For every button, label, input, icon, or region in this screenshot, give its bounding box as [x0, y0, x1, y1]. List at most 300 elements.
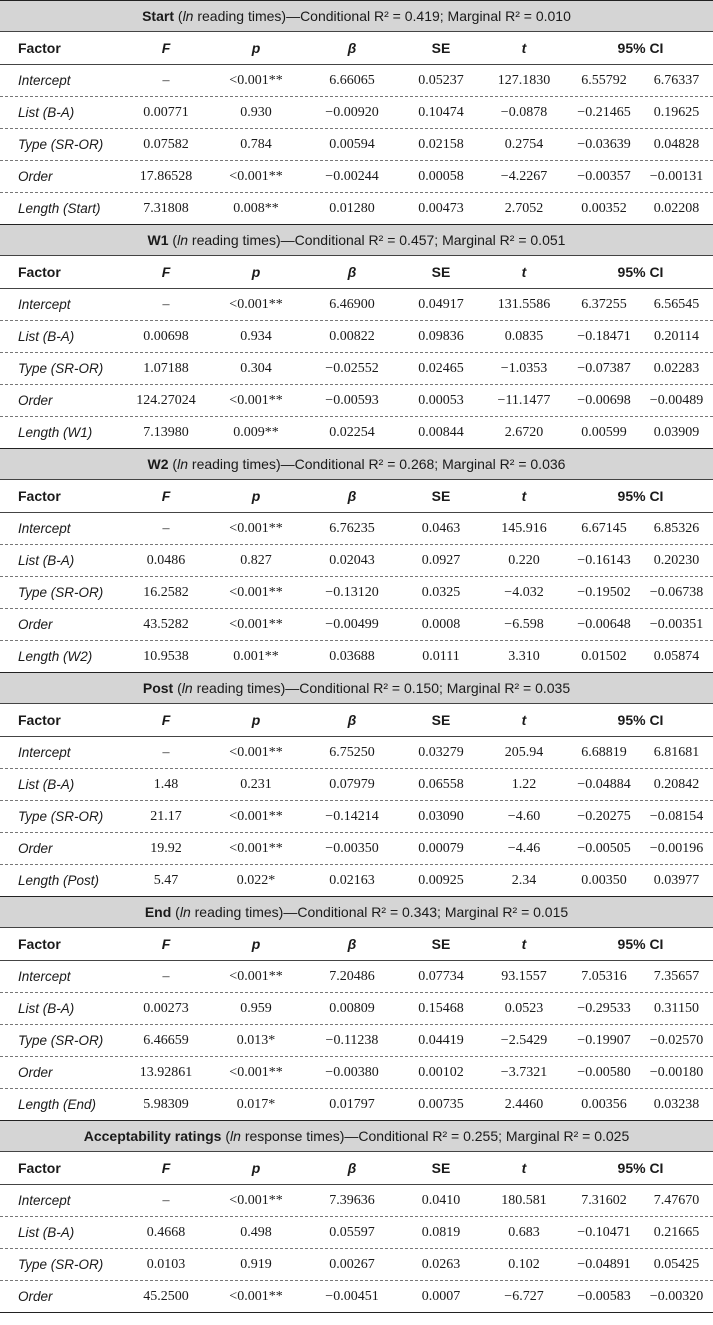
value-cell: −0.03639 — [577, 136, 631, 152]
value-cell: 2.6720 — [504, 424, 544, 440]
value-cell: 0.07582 — [143, 136, 189, 152]
value-cell: 145.916 — [501, 520, 547, 536]
value-cell: 0.31150 — [654, 1000, 699, 1016]
section-measure: reading times) — [191, 456, 281, 472]
section-transform: ln — [181, 680, 193, 696]
value-cell: 0.03090 — [418, 808, 464, 824]
table-bottom-rule — [0, 1312, 713, 1313]
column-header-row — [0, 256, 713, 289]
factor-cell: Length (W1) — [18, 425, 93, 440]
value-cell: 0.00356 — [581, 1096, 627, 1112]
factor-cell: Length (W2) — [18, 649, 93, 664]
factor-cell: List (B-A) — [18, 1001, 75, 1016]
value-cell: 0.02465 — [418, 360, 464, 376]
column-header-f: F — [161, 40, 171, 56]
table-row — [0, 609, 713, 641]
value-cell: 0.00350 — [581, 872, 627, 888]
factor-cell: Type (SR-OR) — [18, 1257, 104, 1272]
value-cell: 0.20114 — [654, 328, 699, 344]
value-cell: – — [162, 72, 170, 88]
section-name: End — [144, 904, 172, 920]
value-cell: −0.00593 — [325, 392, 379, 408]
value-cell: 0.0007 — [421, 1288, 461, 1304]
value-cell: 0.009** — [233, 424, 279, 440]
value-cell: 0.0819 — [421, 1224, 461, 1240]
value-cell: 0.01797 — [329, 1096, 375, 1112]
value-cell: 7.20486 — [329, 968, 375, 984]
factor-cell: Order — [18, 1065, 53, 1080]
value-cell: 7.47670 — [653, 1192, 700, 1208]
value-cell: 21.17 — [150, 808, 182, 824]
value-cell: 0.102 — [508, 1256, 540, 1272]
table-section — [0, 896, 713, 1120]
value-cell: 6.56545 — [653, 296, 700, 312]
value-cell: <0.001** — [229, 1064, 283, 1080]
value-cell: 0.06558 — [418, 776, 464, 792]
value-cell: 0.013* — [236, 1032, 276, 1048]
value-cell: 6.81681 — [653, 744, 700, 760]
value-cell: <0.001** — [229, 72, 283, 88]
column-header-t: t — [521, 936, 527, 952]
factor-cell: Intercept — [18, 73, 71, 88]
value-cell: 0.02158 — [418, 136, 464, 152]
value-cell: −0.00320 — [649, 1288, 704, 1304]
column-header-ci: 95% CI — [617, 264, 664, 280]
section-stats: —Conditional R² = 0.268; Marginal R² = 0.036 — [280, 456, 566, 472]
value-cell: 0.0103 — [146, 1256, 186, 1272]
table-row — [0, 417, 713, 448]
column-header-f: F — [161, 1160, 171, 1176]
value-cell: 0.19625 — [653, 104, 700, 120]
value-cell: – — [162, 744, 170, 760]
value-cell: 0.00102 — [418, 1064, 464, 1080]
value-cell: <0.001** — [229, 584, 283, 600]
section-title: W2 (ln reading times)—Conditional R² = 0.268; Marginal R² = 0.036 — [0, 449, 713, 480]
value-cell: 0.05874 — [653, 648, 700, 664]
table-row — [0, 321, 713, 353]
value-cell: 0.00771 — [143, 104, 189, 120]
column-header-p: p — [251, 1160, 261, 1176]
column-header-t: t — [521, 488, 527, 504]
value-cell: −11.1477 — [497, 392, 551, 408]
table-row — [0, 737, 713, 769]
value-cell: 0.0325 — [421, 584, 461, 600]
section-measure: reading times) — [196, 680, 286, 696]
section-stats: —Conditional R² = 0.457; Marginal R² = 0.051 — [280, 232, 566, 248]
value-cell: 0.02043 — [329, 552, 375, 568]
value-cell: 0.959 — [240, 1000, 272, 1016]
value-cell: 0.00844 — [418, 424, 464, 440]
value-cell: 0.00267 — [329, 1256, 375, 1272]
value-cell: 45.2500 — [143, 1288, 189, 1304]
section-title: End (ln reading times)—Conditional R² = 0.343; Marginal R² = 0.015 — [0, 897, 713, 928]
table-row — [0, 1281, 713, 1312]
column-header-factor: Factor — [18, 40, 61, 56]
value-cell: 0.05597 — [329, 1224, 375, 1240]
section-measure: reading times) — [191, 232, 281, 248]
value-cell: 10.9538 — [143, 648, 189, 664]
table-section — [0, 1120, 713, 1312]
column-header-ci: 95% CI — [617, 488, 664, 504]
value-cell: 0.0410 — [421, 1192, 461, 1208]
value-cell: 93.1557 — [501, 968, 547, 984]
value-cell: 6.75250 — [329, 744, 375, 760]
value-cell: −0.14214 — [325, 808, 379, 824]
value-cell: 2.4460 — [504, 1096, 544, 1112]
column-header-p: p — [251, 712, 261, 728]
column-header-beta: β — [347, 488, 357, 504]
column-header-factor: Factor — [18, 264, 61, 280]
value-cell: 7.39636 — [329, 1192, 375, 1208]
value-cell: 6.76235 — [329, 520, 375, 536]
value-cell: −0.00380 — [325, 1064, 379, 1080]
value-cell: −0.04891 — [577, 1256, 631, 1272]
value-cell: −0.18471 — [577, 328, 631, 344]
value-cell: 131.5586 — [497, 296, 551, 312]
section-transform: ln — [177, 456, 189, 472]
column-header-p: p — [251, 40, 261, 56]
value-cell: 0.008** — [233, 200, 279, 216]
section-stats: —Conditional R² = 0.150; Marginal R² = 0.035 — [285, 680, 571, 696]
column-header-row — [0, 1152, 713, 1185]
value-cell: 180.581 — [501, 1192, 547, 1208]
value-cell: 0.683 — [508, 1224, 540, 1240]
value-cell: 0.02254 — [329, 424, 375, 440]
value-cell: −0.21465 — [577, 104, 631, 120]
value-cell: −0.20275 — [577, 808, 631, 824]
value-cell: <0.001** — [229, 808, 283, 824]
value-cell: 0.09836 — [418, 328, 464, 344]
value-cell: <0.001** — [229, 616, 283, 632]
value-cell: 0.022* — [236, 872, 276, 888]
column-header-t: t — [521, 40, 527, 56]
value-cell: −0.00920 — [325, 104, 379, 120]
value-cell: 0.919 — [240, 1256, 272, 1272]
column-header-se: SE — [431, 712, 451, 728]
value-cell: −0.00451 — [325, 1288, 379, 1304]
value-cell: −0.0878 — [500, 104, 548, 120]
column-header-ci: 95% CI — [617, 712, 664, 728]
factor-cell: Order — [18, 617, 53, 632]
value-cell: −0.16143 — [577, 552, 631, 568]
column-header-f: F — [161, 936, 171, 952]
value-cell: −3.7321 — [500, 1064, 548, 1080]
table-row — [0, 545, 713, 577]
value-cell: 0.03279 — [418, 744, 464, 760]
column-header-beta: β — [347, 712, 357, 728]
table-row — [0, 353, 713, 385]
column-header-row — [0, 928, 713, 961]
value-cell: 0.0463 — [421, 520, 461, 536]
table-row — [0, 129, 713, 161]
section-stats: —Conditional R² = 0.343; Marginal R² = 0.015 — [283, 904, 569, 920]
table-row — [0, 865, 713, 896]
value-cell: 6.46659 — [143, 1032, 189, 1048]
section-name: Acceptability ratings — [83, 1128, 222, 1144]
value-cell: 0.0486 — [146, 552, 186, 568]
table-row — [0, 1185, 713, 1217]
table-section — [0, 672, 713, 896]
value-cell: −0.00351 — [649, 616, 704, 632]
value-cell: 0.01502 — [581, 648, 627, 664]
value-cell: 0.01280 — [329, 200, 375, 216]
value-cell: <0.001** — [229, 520, 283, 536]
value-cell: 0.00352 — [581, 200, 627, 216]
table-row — [0, 1025, 713, 1057]
value-cell: 0.02283 — [653, 360, 700, 376]
value-cell: 0.00273 — [143, 1000, 189, 1016]
value-cell: 0.00058 — [418, 168, 464, 184]
value-cell: 6.76337 — [653, 72, 700, 88]
value-cell: −0.07387 — [577, 360, 631, 376]
column-header-factor: Factor — [18, 936, 61, 952]
column-header-ci: 95% CI — [617, 936, 664, 952]
section-transform: ln — [177, 232, 189, 248]
section-title: W1 (ln reading times)—Conditional R² = 0.457; Marginal R² = 0.051 — [0, 225, 713, 256]
section-transform: ln — [182, 8, 194, 24]
factor-cell: Length (End) — [18, 1097, 97, 1112]
value-cell: 0.304 — [240, 360, 272, 376]
column-header-ci: 95% CI — [617, 1160, 664, 1176]
value-cell: −4.032 — [504, 584, 544, 600]
column-header-p: p — [251, 936, 261, 952]
value-cell: 6.67145 — [581, 520, 627, 536]
value-cell: 7.05316 — [581, 968, 627, 984]
value-cell: 0.784 — [240, 136, 272, 152]
value-cell: 7.31602 — [581, 1192, 627, 1208]
value-cell: 2.7052 — [504, 200, 544, 216]
column-header-p: p — [251, 264, 261, 280]
value-cell: 0.0523 — [504, 1000, 544, 1016]
value-cell: 0.00079 — [418, 840, 464, 856]
value-cell: 6.37255 — [581, 296, 627, 312]
value-cell: 0.20842 — [653, 776, 700, 792]
factor-cell: Order — [18, 393, 53, 408]
table-section — [0, 448, 713, 672]
value-cell: −4.60 — [507, 808, 541, 824]
value-cell: 0.2754 — [504, 136, 544, 152]
column-header-beta: β — [347, 264, 357, 280]
value-cell: 7.35657 — [653, 968, 700, 984]
value-cell: −1.0353 — [500, 360, 548, 376]
column-header-se: SE — [431, 1160, 451, 1176]
value-cell: <0.001** — [229, 744, 283, 760]
factor-cell: Order — [18, 1289, 53, 1304]
section-title: Acceptability ratings (ln response times)—Conditional R² = 0.255; Marginal R² = 0.025 — [0, 1121, 713, 1152]
value-cell: 7.31808 — [143, 200, 189, 216]
value-cell: −0.08154 — [649, 808, 704, 824]
value-cell: 1.07188 — [143, 360, 189, 376]
column-header-p: p — [251, 488, 261, 504]
table-row — [0, 513, 713, 545]
value-cell: 0.04419 — [418, 1032, 464, 1048]
value-cell: 0.02208 — [653, 200, 700, 216]
value-cell: <0.001** — [229, 296, 283, 312]
value-cell: 6.68819 — [581, 744, 627, 760]
value-cell: −0.06738 — [649, 584, 704, 600]
column-header-se: SE — [431, 40, 451, 56]
value-cell: −6.727 — [504, 1288, 544, 1304]
value-cell: 0.07734 — [418, 968, 464, 984]
factor-cell: List (B-A) — [18, 329, 75, 344]
column-header-ci: 95% CI — [617, 40, 664, 56]
value-cell: 0.03909 — [653, 424, 700, 440]
column-header-t: t — [521, 264, 527, 280]
value-cell: 3.310 — [508, 648, 540, 664]
column-header-row — [0, 704, 713, 737]
value-cell: 0.0008 — [421, 616, 461, 632]
value-cell: 6.55792 — [581, 72, 627, 88]
table-row — [0, 289, 713, 321]
table-row — [0, 97, 713, 129]
value-cell: 0.00809 — [329, 1000, 375, 1016]
column-header-f: F — [161, 488, 171, 504]
table-row — [0, 961, 713, 993]
value-cell: 6.85326 — [653, 520, 700, 536]
value-cell: −0.00583 — [577, 1288, 631, 1304]
value-cell: 43.5282 — [143, 616, 189, 632]
value-cell: −0.04884 — [577, 776, 631, 792]
factor-cell: Type (SR-OR) — [18, 1033, 104, 1048]
value-cell: <0.001** — [229, 1288, 283, 1304]
value-cell: −6.598 — [504, 616, 544, 632]
column-header-beta: β — [347, 1160, 357, 1176]
value-cell: 0.05237 — [418, 72, 464, 88]
factor-cell: Length (Post) — [18, 873, 100, 888]
value-cell: −0.00499 — [325, 616, 379, 632]
value-cell: −0.29533 — [577, 1000, 631, 1016]
value-cell: −0.13120 — [325, 584, 379, 600]
value-cell: 0.00698 — [143, 328, 189, 344]
value-cell: 0.02163 — [329, 872, 375, 888]
value-cell: 0.20230 — [653, 552, 700, 568]
value-cell: 0.220 — [508, 552, 540, 568]
table-row — [0, 1089, 713, 1120]
value-cell: 2.34 — [511, 872, 537, 888]
section-name: Start — [142, 8, 174, 24]
table-row — [0, 577, 713, 609]
value-cell: 0.04828 — [653, 136, 700, 152]
value-cell: 0.04917 — [418, 296, 464, 312]
value-cell: 0.21665 — [653, 1224, 700, 1240]
section-stats: —Conditional R² = 0.419; Marginal R² = 0.010 — [286, 8, 571, 24]
factor-cell: List (B-A) — [18, 105, 75, 120]
value-cell: −0.11238 — [325, 1032, 379, 1048]
value-cell: −0.00131 — [649, 168, 704, 184]
factor-cell: Order — [18, 841, 53, 856]
factor-cell: List (B-A) — [18, 777, 75, 792]
factor-cell: Type (SR-OR) — [18, 137, 104, 152]
value-cell: 5.47 — [153, 872, 179, 888]
factor-cell: Length (Start) — [18, 201, 101, 216]
value-cell: 124.27024 — [136, 392, 196, 408]
section-measure: reading times) — [197, 8, 287, 24]
column-header-row — [0, 32, 713, 65]
value-cell: −2.5429 — [500, 1032, 548, 1048]
value-cell: −0.00505 — [577, 840, 631, 856]
value-cell: 6.66065 — [329, 72, 375, 88]
factor-cell: Intercept — [18, 1193, 71, 1208]
value-cell: 0.15468 — [418, 1000, 464, 1016]
section-title: Post (ln reading times)—Conditional R² = 0.150; Marginal R² = 0.035 — [0, 673, 713, 704]
value-cell: 1.22 — [511, 776, 537, 792]
table-row — [0, 385, 713, 417]
value-cell: 205.94 — [504, 744, 544, 760]
table-row — [0, 769, 713, 801]
factor-cell: List (B-A) — [18, 1225, 75, 1240]
value-cell: – — [162, 968, 170, 984]
column-header-t: t — [521, 712, 527, 728]
factor-cell: Intercept — [18, 297, 71, 312]
section-transform: ln — [230, 1128, 241, 1144]
value-cell: −0.00357 — [577, 168, 631, 184]
column-header-beta: β — [347, 40, 357, 56]
value-cell: 5.98309 — [143, 1096, 189, 1112]
value-cell: 7.13980 — [143, 424, 189, 440]
value-cell: 19.92 — [150, 840, 182, 856]
value-cell: −0.00350 — [325, 840, 379, 856]
factor-cell: Order — [18, 169, 53, 184]
value-cell: 0.0927 — [421, 552, 461, 568]
factor-cell: Type (SR-OR) — [18, 361, 104, 376]
value-cell: 1.48 — [153, 776, 179, 792]
value-cell: – — [162, 296, 170, 312]
value-cell: −0.00489 — [649, 392, 704, 408]
value-cell: 0.07979 — [329, 776, 375, 792]
value-cell: <0.001** — [229, 392, 283, 408]
value-cell: −0.00698 — [577, 392, 631, 408]
column-header-t: t — [521, 1160, 527, 1176]
section-name: W1 — [147, 232, 169, 248]
value-cell: <0.001** — [229, 840, 283, 856]
factor-cell: List (B-A) — [18, 553, 75, 568]
value-cell: 0.498 — [240, 1224, 272, 1240]
section-transform: ln — [179, 904, 191, 920]
section-measure: reading times) — [194, 904, 284, 920]
column-header-factor: Factor — [18, 1160, 61, 1176]
section-name: Post — [142, 680, 174, 696]
value-cell: 0.03977 — [653, 872, 700, 888]
factor-cell: Type (SR-OR) — [18, 585, 104, 600]
value-cell: 0.03238 — [653, 1096, 700, 1112]
value-cell: −0.19502 — [577, 584, 631, 600]
section-title: Start (ln reading times)—Conditional R² = 0.419; Marginal R² = 0.010 — [0, 1, 713, 32]
value-cell: −0.02570 — [649, 1032, 704, 1048]
value-cell: 0.0111 — [422, 648, 460, 664]
value-cell: 13.92861 — [139, 1064, 193, 1080]
section-name: W2 — [147, 456, 169, 472]
factor-cell: Type (SR-OR) — [18, 809, 104, 824]
value-cell: – — [162, 1192, 170, 1208]
column-header-row — [0, 480, 713, 513]
column-header-beta: β — [347, 936, 357, 952]
table-row — [0, 1217, 713, 1249]
value-cell: 0.231 — [240, 776, 272, 792]
value-cell: 0.10474 — [418, 104, 464, 120]
factor-cell: Intercept — [18, 969, 71, 984]
table-section — [0, 224, 713, 448]
value-cell: 0.017* — [236, 1096, 276, 1112]
table-row — [0, 193, 713, 224]
value-cell: 0.00473 — [418, 200, 464, 216]
value-cell: −0.10471 — [577, 1224, 631, 1240]
table-row — [0, 641, 713, 672]
value-cell: −0.00648 — [577, 616, 631, 632]
value-cell: −4.2267 — [500, 168, 548, 184]
value-cell: 0.00053 — [418, 392, 464, 408]
value-cell: −0.00580 — [577, 1064, 631, 1080]
table-row — [0, 801, 713, 833]
